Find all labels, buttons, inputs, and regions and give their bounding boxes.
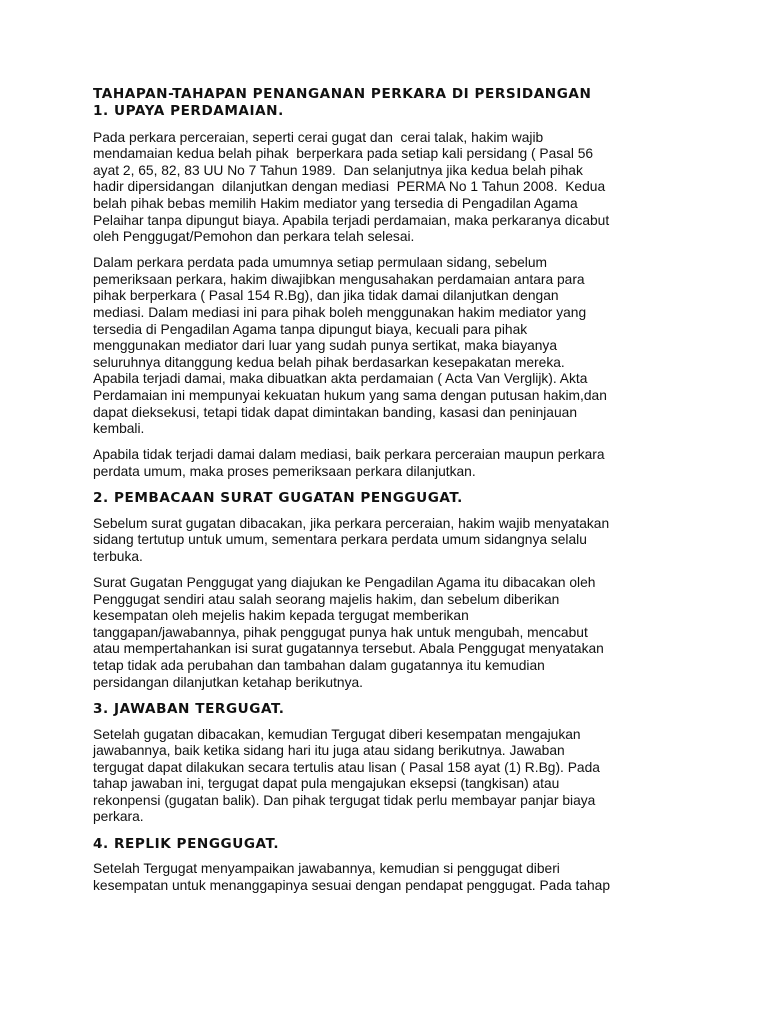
- paragraph-line: tahap jawaban ini, tergugat dapat pula mengajukan eksepsi (tangkisan) atau: [93, 776, 560, 792]
- paragraph-line: pemeriksaan perkara, hakim diwajibkan mengusahakan perdamaian antara para: [93, 271, 585, 287]
- paragraph-line: perkara.: [93, 809, 144, 825]
- paragraph-line: terbuka.: [93, 548, 143, 564]
- paragraph-line: sidang tertutup untuk umum, sementara perkara perdata umum sidangnya selalu: [93, 532, 587, 548]
- body-paragraph: [93, 255, 678, 438]
- paragraph-line: tergugat dapat dilakukan secara tertulis atau lisan ( Pasal 158 ayat (1) R.Bg). Pada: [93, 759, 600, 775]
- paragraph-line: ayat 2, 65, 82, 83 UU No 7 Tahun 1989. Dan selanjutnya jika kedua belah pihak: [93, 162, 583, 178]
- paragraph-line: perdata umum, maka proses pemeriksaan perkara dilanjutkan.: [93, 463, 476, 479]
- paragraph-line: oleh Penggugat/Pemohon dan perkara telah selesai.: [93, 229, 415, 245]
- paragraph-line: Pelaihar tanpa dipungut biaya. Apabila terjadi perdamaian, maka perkaranya dicabut: [93, 212, 610, 228]
- body-paragraph: [93, 727, 678, 827]
- paragraph-line: persidangan dilanjutkan ketahap berikutnya.: [93, 674, 363, 690]
- paragraph-line: tanggapan/jawabannya, pihak penggugat punya hak untuk mengubah, mencabut: [93, 624, 588, 640]
- paragraph-line: mendamaian kedua belah pihak berperkara pada setiap kali persidang ( Pasal 56: [93, 146, 594, 162]
- paragraph-line: kesempatan untuk menanggapinya sesuai dengan pendapat penggugat. Pada tahap: [93, 877, 611, 893]
- document-page: [93, 86, 678, 904]
- paragraph-line: Sebelum surat gugatan dibacakan, jika perkara perceraian, hakim wajib menyatakan: [93, 515, 610, 531]
- paragraph-line: Setelah gugatan dibacakan, kemudian Tergugat diberi kesempatan mengajukan: [93, 726, 581, 742]
- paragraph-line: tersedia di Pengadilan Agama tanpa dipungut biaya, kecuali para pihak: [93, 321, 528, 337]
- section-heading: 2. PEMBACAAN SURAT GUGATAN PENGGUGAT.: [93, 489, 463, 506]
- body-paragraph: [93, 861, 678, 894]
- paragraph-line: seluruhnya ditanggung kedua belah pihak berdasarkan kesepakatan mereka.: [93, 354, 565, 370]
- paragraph-line: rekonpensi (gugatan balik). Dan pihak tergugat tidak perlu membayar panjar biaya: [93, 792, 596, 808]
- paragraph-line: kesempatan oleh mejelis hakim kepada tergugat memberikan: [93, 608, 469, 624]
- paragraph-line: jawabannya, baik ketika sidang hari itu juga atau sidang berikutnya. Jawaban: [93, 743, 565, 759]
- body-paragraph: [93, 516, 678, 566]
- paragraph-line: Dalam perkara perdata pada umumnya setiap permulaan sidang, sebelum: [93, 255, 548, 271]
- paragraph-line: Pada perkara perceraian, seperti cerai gugat dan cerai talak, hakim wajib: [93, 129, 544, 145]
- paragraph-line: mediasi. Dalam mediasi ini para pihak boleh menggunakan hakim mediator yang: [93, 305, 587, 321]
- body-paragraph: [93, 130, 678, 246]
- paragraph-line: dapat dieksekusi, tetapi tidak dapat dimintakan banding, kasasi dan peninjauan: [93, 404, 577, 420]
- section-heading: 1. UPAYA PERDAMAIAN.: [93, 102, 284, 119]
- paragraph-line: menggunakan mediator dari luar yang sudah punya sertikat, maka biayanya: [93, 338, 558, 354]
- section-heading: 3. JAWABAN TERGUGAT.: [93, 700, 285, 717]
- paragraph-line: Perdamaian ini mempunyai kekuatan hukum yang sama dengan putusan hakim,dan: [93, 388, 607, 403]
- section-heading: 4. REPLIK PENGGUGAT.: [93, 835, 280, 852]
- paragraph-line: atau mempertahankan isi surat gugatannya tersebut. Abala Penggugat menyatakan: [93, 641, 604, 657]
- paragraph-line: pihak berperkara ( Pasal 154 R.Bg), dan jika tidak damai dilanjutkan dengan: [93, 288, 559, 304]
- paragraph-line: belah pihak bebas memilih Hakim mediator yang tersedia di Pengadilan Agama: [93, 195, 578, 211]
- body-paragraph: [93, 575, 678, 691]
- body-paragraph: [93, 447, 678, 480]
- paragraph-line: Surat Gugatan Penggugat yang diajukan ke Pengadilan Agama itu dibacakan oleh: [93, 575, 596, 591]
- paragraph-line: Apabila terjadi damai, maka dibuatkan akta perdamaian ( Acta Van Verglijk). Akta: [93, 371, 588, 387]
- paragraph-line: Penggugat sendiri atau salah seorang majelis hakim, dan sebelum diberikan: [93, 591, 560, 607]
- paragraph-line: tetap tidak ada perubahan dan tambahan dalam gugatannya itu kemudian: [93, 658, 545, 674]
- document-title: TAHAPAN-TAHAPAN PENANGANAN PERKARA DI PERSIDANGAN: [93, 86, 592, 102]
- document-body: [93, 103, 678, 895]
- paragraph-line: kembali.: [93, 421, 145, 437]
- paragraph-line: Apabila tidak terjadi damai dalam mediasi, baik perkara perceraian maupun perkara: [93, 447, 605, 463]
- paragraph-line: hadir dipersidangan dilanjutkan dengan mediasi PERMA No 1 Tahun 2008. Kedua: [93, 179, 606, 195]
- paragraph-line: Setelah Tergugat menyampaikan jawabannya, kemudian si penggugat diberi: [93, 861, 560, 877]
